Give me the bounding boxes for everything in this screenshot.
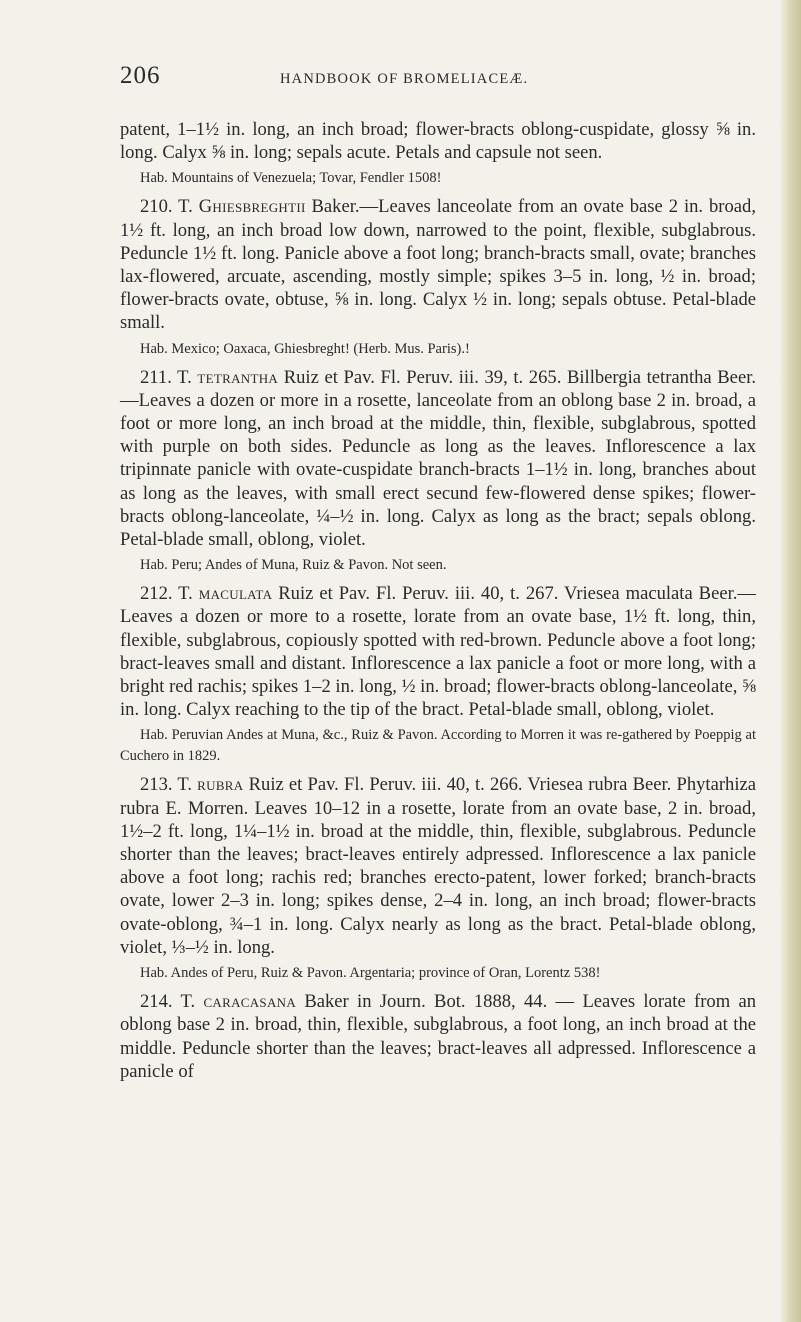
entry-number: 212. T. — [140, 583, 193, 605]
running-head: HANDBOOK OF BROMELIACEÆ. — [280, 71, 529, 87]
entry-description: Ruiz et Pav. Fl. Peruv. iii. 40, t. 267. Vriesea maculata Beer.—Leaves a dozen or more to a rosette, lorate from an ovate base, 1½ ft. long, thin, flexible, subglabrous, copiously spotted with red-brown. Peduncle above a foot long; bract-leaves small and distant. Inflorescence a lax panicle a foot or more long, with a bright red rachis; spikes 1–2 in. long, ½ in. broad; flower-bracts oblong-lanceolate, ⅝ in. long. Calyx reaching to the tip of the bract. Petal-blade small, oblong, violet. — [120, 583, 756, 721]
habitat-text: Hab. Mexico; Oaxaca, Ghiesbreght! (Herb. Mus. Paris).! — [140, 340, 470, 357]
species-name: tetrantha — [197, 366, 279, 388]
entry-number: 214. T. — [140, 991, 196, 1013]
page-number: 206 — [120, 62, 161, 89]
entry-number: 211. T. — [140, 366, 192, 388]
habitat-text: Hab. Peruvian Andes at Muna, &c., Ruiz & Pavon. According to Morren it was re-gathered by Poeppig at Cuchero in 1829. — [120, 727, 756, 765]
species-entry-211 — [120, 366, 756, 552]
habitat-text: Hab. Mountains of Venezuela; Tovar, Fendler 1508! — [140, 170, 442, 187]
paragraph-text: patent, 1–1½ in. long, an inch broad; flower-bracts oblong-cuspidate, glossy ⅝ in. long. Calyx ⅝ in. long; sepals acute. Petals and capsule not seen. — [120, 119, 756, 164]
entry-number: 213. T. — [140, 774, 192, 796]
habitat-note — [120, 555, 756, 576]
species-entry-214 — [120, 990, 756, 1083]
species-name: maculata — [198, 583, 273, 605]
habitat-note — [120, 963, 756, 984]
entry-description: Ruiz et Pav. Fl. Peruv. iii. 39, t. 265. Billbergia tetrantha Beer.—Leaves a dozen or more in a rosette, lanceolate from an oblong base 2 in. broad, a foot or more long, an inch broad at the middle, thin, flexible, subglabrous, spotted with purple on both sides. Peduncle as long as the leaves. Inflorescence a lax tripinnate panicle with ovate-cuspidate branch-bracts 1–1½ in. long, branches about as long as the leaves, with small erect secund few-flowered dense spikes; flower-bracts oblong-lanceolate, ¼–½ in. long. Calyx as long as the bract; sepals oblong. Petal-blade small, oblong, violet. — [120, 366, 757, 551]
entry-number: 210. T. — [140, 196, 193, 218]
habitat-text: Hab. Andes of Peru, Ruiz & Pavon. Argentaria; province of Oran, Lorentz 538! — [140, 965, 601, 982]
habitat-note — [120, 725, 756, 767]
species-name: caracasana — [203, 991, 297, 1013]
entry-description: Baker.—Leaves lanceolate from an ovate base 2 in. broad, 1½ ft. long, an inch broad low down, narrowed to the point, flexible, subglabrous. Peduncle 1½ ft. long. Panicle above a foot long; branch-bracts small, ovate; branches lax-flowered, arcuate, ascending, mostly simple; spikes 3–5 in. long, ½ in. broad; flower-bracts ovate, obtuse, ⅝ in. long. Calyx ½ in. long; sepals obtuse. Petal-blade small. — [120, 196, 756, 334]
species-entry-210 — [120, 195, 756, 334]
page-header — [0, 62, 801, 104]
habitat-note — [120, 168, 756, 189]
species-entry-213 — [120, 773, 756, 959]
page-body — [120, 118, 756, 1087]
habitat-text: Hab. Peru; Andes of Muna, Ruiz & Pavon. Not seen. — [140, 557, 447, 574]
entry-description: Ruiz et Pav. Fl. Peruv. iii. 40, t. 266. Vriesea rubra Beer. Phytarhiza rubra E. Morren. Leaves 10–12 in a rosette, lorate from an ovate base, 2 in. broad, 1½–2 ft. long, 1¼–1½ in. broad at the middle, thin, flexible, subglabrous. Peduncle shorter than the leaves; bract-leaves entirely adpressed. Inflorescence a lax panicle above a foot long; rachis red; branches erecto-patent, lower forked; branch-bracts ovate, lower 2–3 in. long; spikes dense, 2–4 in. long, an inch broad; flower-bracts ovate-oblong, ¾–1 in. long. Calyx nearly as long as the bract. Petal-blade oblong, violet, ⅓–½ in. long. — [120, 774, 756, 958]
species-name: Ghiesbreghtii — [198, 196, 306, 218]
entry-description: Baker in Journ. Bot. 1888, 44. — Leaves lorate from an oblong base 2 in. broad, thin, flexible, subglabrous, a foot long, an inch broad at the middle. Peduncle shorter than the leaves; bract-leaves all adpressed. Inflorescence a panicle of — [120, 991, 757, 1082]
continued-paragraph — [120, 118, 756, 164]
habitat-note — [120, 339, 756, 360]
species-entry-212 — [120, 582, 756, 721]
page-edge-shadow — [779, 0, 801, 1322]
species-name: rubra — [197, 774, 244, 796]
